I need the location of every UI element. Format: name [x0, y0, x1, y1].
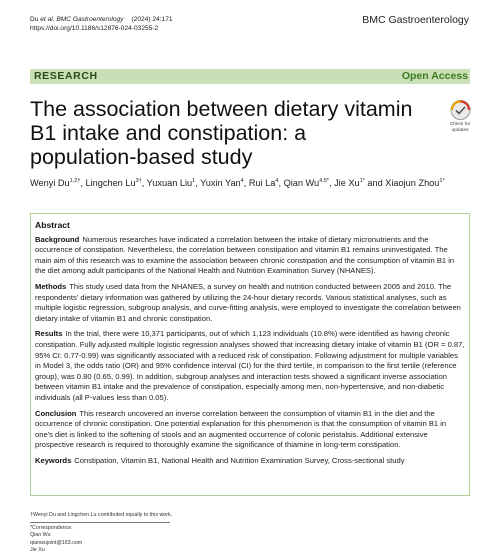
author-name[interactable]: Yuxin Yan [200, 178, 241, 188]
abstract [35, 220, 465, 471]
author-affiliation-sup: 3† [135, 177, 142, 184]
citation-year-pages: (2024) 24:171 [131, 16, 173, 23]
abstract-section [35, 282, 465, 324]
abstract-section-label: Conclusion [35, 408, 77, 418]
abstract-section-text: In the trial, there were 10,371 participants, out of which 1,123 individuals (10.8%) were identified as having chronic constipation. Fully adjusted multiple logistic regression analyses showed that increasing dietary intake of vitamin B1 (OR = 0.87, 95% CI: 0.77-0.99) was significantly associated with a reduced risk of constipation. Following adjustment for multiple variables in Model 3, the odds ratio (OR) and 95% confidence interval (CI) for the third tertile, in comparison to the first tertile (reference group), was 0.80 (0.65, 0.99). In addition, subgroup analyses and interaction tests showed a significant inverse association between vitamin B1 intake and the prevalence of constipation, especially among men, non-hypertensive, and non-diabetic individuals (all P-values less than 0.05). [35, 329, 465, 402]
author-name[interactable]: Xiaojun Zhou [385, 178, 440, 188]
abstract-section-text: This research uncovered an inverse correlation between the consumption of vitamin B1 in the diet and the occurrence of chronic constipation. One potential explanation for this phenomenon is that the consumption of vitamin B1 in one's diet is linked to the softening of stools and an augmented occurrence of colonic peristalsis. Additional extensive prospective research is required to thoroughly examine the significance of thiamine in long-term constipation. [35, 408, 447, 450]
journal-name: BMC Gastroenterology [362, 14, 469, 26]
abstract-section-text: Constipation, Vitamin B1, National Health and Nutrition Examination Survey, Cross-sectional study [74, 455, 405, 465]
citation-authors: Du [30, 16, 41, 23]
abstract-section [35, 235, 465, 277]
author-name[interactable]: Wenyi Du [30, 178, 70, 188]
author-affiliation-sup: 4 [240, 177, 244, 184]
author-affiliation-sup: 1,2† [69, 177, 81, 184]
author-affiliation-sup: 1* [359, 177, 365, 184]
correspondence-email[interactable]: qianwujoint@163.com [30, 539, 83, 546]
author-affiliation-sup: 4 [275, 177, 279, 184]
open-access-label: Open Access [401, 70, 468, 82]
abstract-section [35, 409, 465, 451]
author-name[interactable]: Jie Xu [334, 178, 360, 188]
abstract-section [35, 456, 465, 467]
check-for-updates-icon[interactable] [447, 99, 474, 121]
citation-journal: et al. BMC Gastroenterology [40, 16, 124, 23]
abstract-sections [35, 235, 465, 467]
abstract-section-label: Keywords [35, 455, 72, 465]
article-title: The association between dietary vitamin B1 intake and constipation: a population-based study [30, 97, 413, 169]
abstract-heading: Abstract [35, 220, 70, 230]
abstract-section-label: Methods [35, 281, 67, 291]
author-name[interactable]: Rui La [248, 178, 276, 188]
abstract-section [35, 329, 465, 403]
article-header-meta [30, 15, 173, 33]
abstract-section-text: Numerous researches have indicated a correlation between the intake of dietary micronutrients and the occurrence of constipation. Nevertheless, the correlation between constipation and vitamin B1 remains uninvestigated. The main aim of this research was to examine the association between chronic constipation and the consumption of vitamin B1 in the diet among adult participants of the National Health and Nutrition Examination Survey (NHANES). [35, 234, 455, 276]
correspondence-name: Qian Wu [30, 532, 51, 539]
footnote-divider [30, 522, 170, 523]
author-affiliation-sup: 1 [192, 177, 196, 184]
author-affiliation-sup: 1* [439, 177, 445, 184]
author-name[interactable]: Qian Wu [283, 178, 320, 188]
correspondence-name-2: Jie Xu [30, 546, 45, 553]
article-type-label: RESEARCH [34, 70, 98, 82]
abstract-section-label: Results [35, 329, 63, 339]
footnotes [30, 512, 470, 554]
abstract-section-text: This study used data from the NHANES, a survey on health and nutrition conducted between 2005 and 2010. The respondents' dietary information was gathered by utilizing the 24-hour dietary records. Various statistical analyses, such as multiple logistic regression, subgroup analysis, and curve-fitting analysis, were employed to investigate the correlation between dietary intake of vitamin B1 and chronic constipation. [35, 281, 461, 323]
check-for-updates-caption: Check for updates [449, 122, 471, 133]
author-name[interactable]: Yuxuan Liu [146, 178, 193, 188]
author-affiliation-sup: 4,5* [319, 177, 329, 184]
doi-link[interactable]: https://doi.org/10.1186/s12876-024-03255-2 [30, 25, 159, 32]
author-name[interactable]: Lingchen Lu [85, 178, 136, 188]
citation-line [30, 15, 173, 24]
correspondence-label: *Correspondence: [30, 525, 73, 532]
abstract-section-label: Background [35, 234, 80, 244]
equal-contribution-note: †Wenyi Du and Lingchen Lu contributed equally to this work. [30, 512, 173, 518]
author-list: Wenyi $Du^{1,2\dagger}$, Lingchen $Lu^{3\dagger}$, Yuxuan Liu$^1$, Yuxin Yan$^4$, Rui La$^4$, Qian $Wu^{4,5*}$, Jie $Xu^{1*}$ and Xiaojun Zhou$^{1*}$ [30, 177, 445, 188]
